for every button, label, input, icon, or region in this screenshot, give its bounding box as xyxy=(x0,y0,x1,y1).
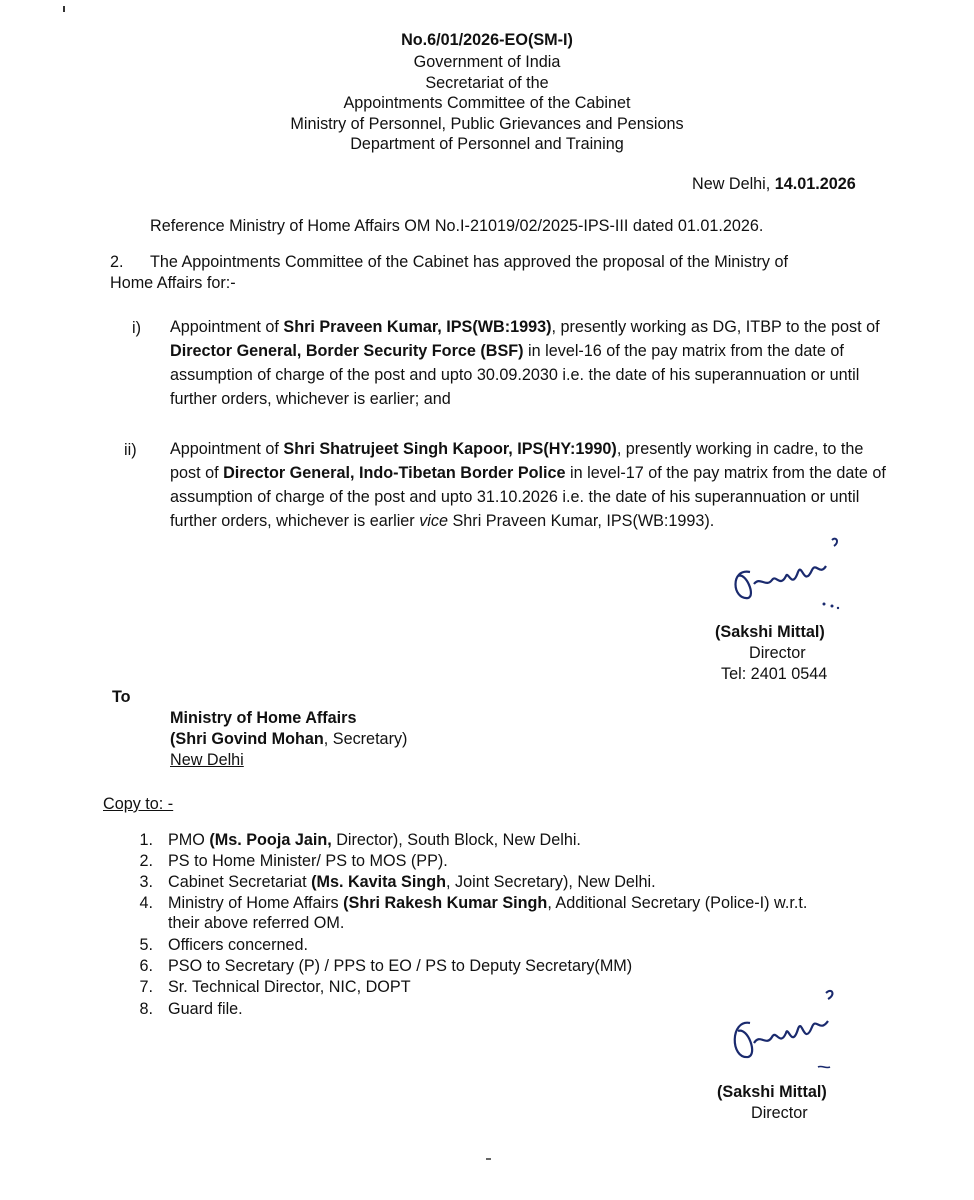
list-item xyxy=(168,1000,243,1019)
copy-item-number: 6. xyxy=(139,957,153,975)
item-ii-t3: in level-17 of the pay matrix from the date of assumption of charge of the post and upto 31.10.2026 i.e. the date of his superannuation or until further orders, whichever is earlier xyxy=(170,464,886,530)
list-item-text: , Additional Secretary (Police-I) w.r.t. xyxy=(547,894,808,912)
header-line-ministry: Ministry of Personnel, Public Grievances and Pensions xyxy=(290,114,684,133)
date-line xyxy=(692,175,856,194)
signature-2-designation: Director xyxy=(751,1104,808,1122)
signature-1-name: (Sakshi Mittal) xyxy=(715,623,825,641)
stray-mark xyxy=(486,1158,491,1160)
signature-2-name: (Sakshi Mittal) xyxy=(717,1083,827,1101)
list-item xyxy=(168,978,411,997)
date-value: 14.01.2026 xyxy=(774,175,856,193)
copy-item-number: 3. xyxy=(139,873,153,891)
date-place: New Delhi, xyxy=(692,175,775,193)
item-ii-t1: Appointment of xyxy=(170,440,284,458)
header-line-acc: Appointments Committee of the Cabinet xyxy=(343,94,631,112)
copy-item-number: 5. xyxy=(139,936,153,954)
copy-item-number: 8. xyxy=(139,1000,153,1018)
list-item-continuation: their above referred OM. xyxy=(168,914,345,932)
list-item-text: Sr. Technical Director, NIC, DOPT xyxy=(168,978,411,996)
item-i-t1: Appointment of xyxy=(170,318,284,336)
list-item-text: PS to Home Minister/ PS to MOS (PP). xyxy=(168,852,448,870)
list-item-text: Guard file. xyxy=(168,1000,243,1018)
to-ministry: Ministry of Home Affairs xyxy=(170,709,357,727)
item-ii-vice: vice xyxy=(419,512,448,530)
copy-item-number: 7. xyxy=(139,978,153,996)
list-item xyxy=(168,873,656,892)
copy-to-label: Copy to: - xyxy=(103,795,174,813)
file-number: No.6/01/2026-EO(SM-I) xyxy=(401,31,573,49)
signature-1-designation: Director xyxy=(749,644,806,662)
to-city: New Delhi xyxy=(170,751,244,769)
to-secretary-rest: , Secretary) xyxy=(323,730,408,748)
item-ii-t2: , presently working in cadre, to the post of xyxy=(170,440,864,482)
list-item xyxy=(168,957,632,976)
copy-item-number: 2. xyxy=(139,852,153,870)
header-block xyxy=(0,52,974,155)
signature-1 xyxy=(720,532,860,617)
item-i-t2: , presently working as DG, ITBP to the post of xyxy=(551,318,880,336)
list-item-bold: (Shri Rakesh Kumar Singh xyxy=(343,894,548,912)
list-item-text: Ministry of Home Affairs xyxy=(168,894,344,912)
copy-item-number: 1. xyxy=(139,831,153,849)
item-i-number: i) xyxy=(132,319,141,337)
item-ii-number: ii) xyxy=(124,441,137,459)
signature-1-tel: Tel: 2401 0544 xyxy=(721,665,828,683)
stray-mark xyxy=(63,6,65,12)
list-item-text: PSO to Secretary (P) / PPS to EO / PS to Deputy Secretary(MM) xyxy=(168,957,633,975)
item-i-text xyxy=(170,315,890,411)
header-line-department: Department of Personnel and Training xyxy=(350,135,624,153)
item-ii-t4: Shri Praveen Kumar, IPS(WB:1993). xyxy=(448,512,715,530)
to-secretary-name: (Shri Govind Mohan xyxy=(170,730,324,748)
para2-line2: Home Affairs for:- xyxy=(110,274,236,292)
list-item-text: , Joint Secretary), New Delhi. xyxy=(446,873,656,891)
item-i-officer: Shri Praveen Kumar, IPS(WB:1993) xyxy=(283,318,552,336)
list-item-bold: (Ms. Pooja Jain, xyxy=(209,831,332,849)
list-item-text: PMO xyxy=(168,831,210,849)
item-ii-post: Director General, Indo-Tibetan Border Police xyxy=(223,464,566,482)
list-item-text: Director), South Block, New Delhi. xyxy=(331,831,581,849)
list-item xyxy=(168,831,581,850)
list-item xyxy=(168,894,807,913)
item-i-post: Director General, Border Security Force (BSF) xyxy=(170,342,524,360)
to-label: To xyxy=(112,688,131,706)
para2-number: 2. xyxy=(110,253,124,271)
copy-item-number: 4. xyxy=(139,894,153,912)
item-ii-officer: Shri Shatrujeet Singh Kapoor, IPS(HY:1990) xyxy=(283,440,617,458)
para2-line1: The Appointments Committee of the Cabinet has approved the proposal of the Ministry of xyxy=(150,253,788,271)
list-item-bold: (Ms. Kavita Singh xyxy=(311,873,446,891)
signature-2 xyxy=(722,985,862,1080)
item-i-t3: in level-16 of the pay matrix from the date of assumption of charge of the post and upto 30.09.2030 i.e. the date of his superannuation or until further orders, whichever is earlier; and xyxy=(170,342,860,408)
list-item xyxy=(168,936,308,955)
list-item-text: Officers concerned. xyxy=(168,936,309,954)
list-item-text: Cabinet Secretariat xyxy=(168,873,312,891)
header-line-secretariat: Secretariat of the xyxy=(425,73,549,92)
to-secretary xyxy=(170,730,407,749)
item-ii-text xyxy=(170,437,888,533)
list-item xyxy=(168,852,448,871)
header-line-government: Government of India xyxy=(413,53,561,71)
reference-line: Reference Ministry of Home Affairs OM No.I-21019/02/2025-IPS-III dated 01.01.2026. xyxy=(150,217,764,235)
